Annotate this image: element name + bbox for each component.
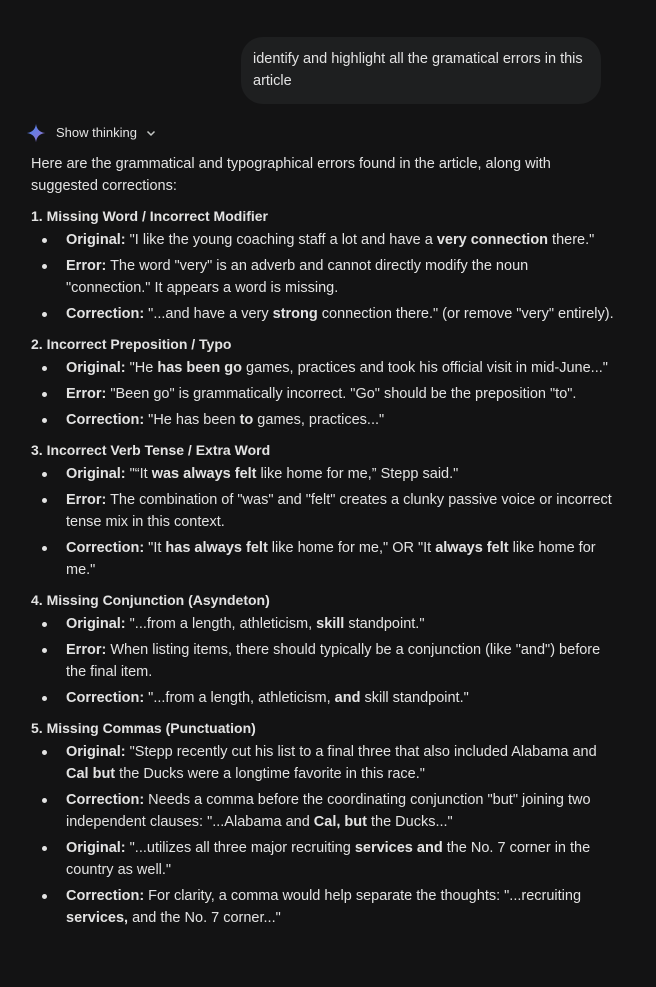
list-item xyxy=(31,639,616,683)
item-text: "He has been xyxy=(144,412,240,428)
list-item xyxy=(31,357,616,379)
item-text: skill standpoint." xyxy=(360,690,469,706)
item-text: connection there." (or remove "very" entirely). xyxy=(317,306,614,322)
item-label: Correction: xyxy=(66,412,145,428)
error-section xyxy=(31,717,616,929)
item-text: the Ducks..." xyxy=(366,814,453,830)
highlighted-text: to xyxy=(239,412,254,428)
list-item xyxy=(31,489,616,533)
error-section xyxy=(31,205,616,325)
user-message-bubble xyxy=(241,37,601,104)
item-label: Error: xyxy=(66,386,107,402)
item-label: Error: xyxy=(66,492,107,508)
item-label: Original: xyxy=(66,840,126,856)
bullet-list xyxy=(31,463,616,581)
item-label: Original: xyxy=(66,360,126,376)
list-item xyxy=(31,687,616,709)
item-label: Correction: xyxy=(66,306,145,322)
error-section xyxy=(31,589,616,709)
item-text: there." xyxy=(548,232,595,248)
item-label: Original: xyxy=(66,744,126,760)
highlighted-text: very connection xyxy=(436,232,549,248)
highlighted-text: was always felt xyxy=(151,466,257,482)
item-text: like home for me,” Stepp said." xyxy=(256,466,459,482)
list-item xyxy=(31,537,616,581)
show-thinking-label: Show thinking xyxy=(56,125,137,140)
item-text: For clarity, a comma would help separate the thoughts: "...recruiting xyxy=(144,888,582,904)
item-text: the No. 7 corner in the country as well." xyxy=(66,840,591,878)
item-label: Correction: xyxy=(66,690,145,706)
item-label: Error: xyxy=(66,642,107,658)
item-text: standpoint." xyxy=(344,616,425,632)
model-response xyxy=(31,153,616,933)
item-text: "“It xyxy=(125,466,152,482)
list-item xyxy=(31,383,616,405)
highlighted-text: strong xyxy=(272,306,318,322)
section-heading: 5. Missing Commas (Punctuation) xyxy=(31,720,256,736)
highlighted-text: Cal but xyxy=(66,766,116,782)
item-text: The word "very" is an adverb and cannot directly modify the noun "connection." It appears a word is missing. xyxy=(66,258,529,296)
response-intro: Here are the grammatical and typographical errors found in the article, along with suggested corrections: xyxy=(31,156,551,194)
item-text: "I like the young coaching staff a lot and have a xyxy=(125,232,437,248)
item-text: "...from a length, athleticism, xyxy=(144,690,335,706)
list-item xyxy=(31,789,616,833)
bullet-list xyxy=(31,613,616,709)
bullet-list xyxy=(31,357,616,431)
item-text: "Been go" is grammatically incorrect. "Go" should be the preposition "to". xyxy=(106,386,577,402)
list-item xyxy=(31,741,616,785)
item-text: "He xyxy=(125,360,158,376)
item-label: Original: xyxy=(66,466,126,482)
item-text: games, practices and took his official visit in mid-June..." xyxy=(241,360,608,376)
item-text: like home for me." xyxy=(66,540,596,578)
item-text: "...utilizes all three major recruiting xyxy=(125,840,355,856)
list-item xyxy=(31,255,616,299)
section-heading: 2. Incorrect Preposition / Typo xyxy=(31,336,232,352)
item-text: like home for me," OR "It xyxy=(267,540,436,556)
item-text: "Stepp recently cut his list to a final three that also included Alabama and xyxy=(125,744,597,760)
bullet-list xyxy=(31,741,616,929)
item-text: games, practices..." xyxy=(253,412,385,428)
list-item xyxy=(31,409,616,431)
item-text: "It xyxy=(144,540,166,556)
highlighted-text: and xyxy=(334,690,361,706)
sparkle-icon xyxy=(26,123,46,143)
item-text: "...from a length, athleticism, xyxy=(125,616,317,632)
item-text: Needs a comma before the coordinating conjunction "but" joining two independent clauses: "...Alabama and xyxy=(66,792,591,830)
list-item xyxy=(31,229,616,251)
section-heading: 4. Missing Conjunction (Asyndeton) xyxy=(31,592,270,608)
item-label: Correction: xyxy=(66,888,145,904)
highlighted-text: Cal, but xyxy=(313,814,367,830)
show-thinking-toggle[interactable] xyxy=(26,122,157,144)
list-item xyxy=(31,837,616,881)
highlighted-text: services and xyxy=(354,840,443,856)
bullet-list xyxy=(31,229,616,325)
item-label: Error: xyxy=(66,258,107,274)
item-text: When listing items, there should typically be a conjunction (like "and") before the final item. xyxy=(66,642,601,680)
section-heading: 1. Missing Word / Incorrect Modifier xyxy=(31,208,268,224)
list-item xyxy=(31,303,616,325)
highlighted-text: has been go xyxy=(157,360,242,376)
highlighted-text: has always felt xyxy=(165,540,268,556)
error-section xyxy=(31,439,616,581)
item-text: the Ducks were a longtime favorite in this race." xyxy=(115,766,425,782)
item-text: and the No. 7 corner..." xyxy=(128,910,281,926)
highlighted-text: services, xyxy=(66,910,129,926)
error-section xyxy=(31,333,616,431)
item-text: The combination of "was" and "felt" creates a clunky passive voice or incorrect tense mix in this context. xyxy=(66,492,612,530)
chevron-down-icon xyxy=(145,127,157,139)
list-item xyxy=(31,885,616,929)
list-item xyxy=(31,613,616,635)
item-text: "...and have a very xyxy=(144,306,273,322)
list-item xyxy=(31,463,616,485)
section-heading: 3. Incorrect Verb Tense / Extra Word xyxy=(31,442,271,458)
user-message-text: identify and highlight all the gramatical errors in this article xyxy=(253,51,583,89)
highlighted-text: always felt xyxy=(435,540,509,556)
highlighted-text: skill xyxy=(316,616,345,632)
item-label: Correction: xyxy=(66,792,145,808)
item-label: Original: xyxy=(66,616,126,632)
item-label: Original: xyxy=(66,232,126,248)
item-label: Correction: xyxy=(66,540,145,556)
